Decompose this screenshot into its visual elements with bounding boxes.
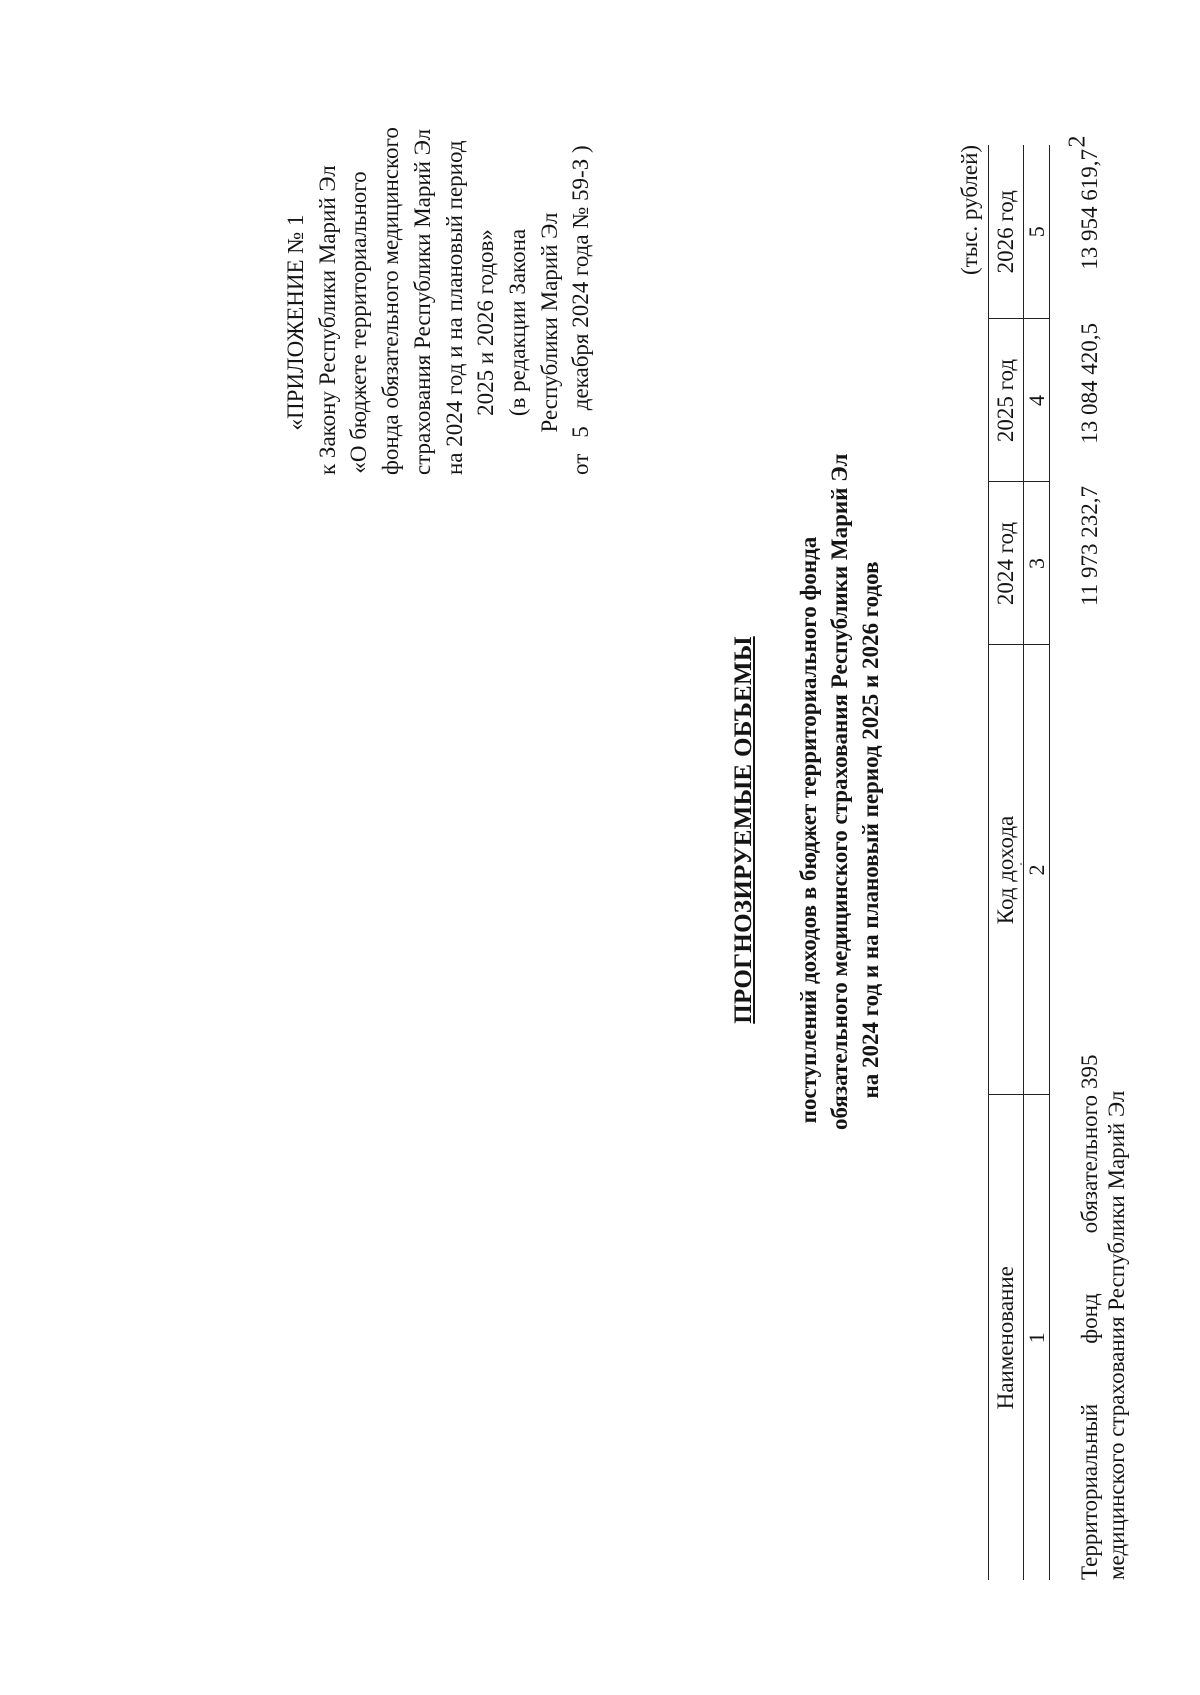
row-name-word: фонд: [1077, 1293, 1102, 1344]
document-subtitle: [793, 453, 886, 1130]
header-code: Код дохода: [989, 645, 1024, 1095]
date-day: 5: [568, 426, 594, 438]
column-number: 2: [1024, 645, 1050, 1095]
row-2024: 11 973 232,7: [1077, 486, 1102, 606]
header-2026: 2026 год: [989, 145, 1024, 319]
appendix-line: страхования Республики Марий Эл: [409, 128, 435, 475]
column-number: 1: [1024, 1095, 1050, 1580]
row-name-line2: медицинского страхования Республики Марий Эл: [1104, 1090, 1129, 1580]
date-rest: декабря 2024 года № 59-З ): [568, 145, 594, 411]
row-name: [1074, 1090, 1130, 1580]
appendix-line: на 2024 год и на плановый период: [441, 140, 467, 475]
row-2026: 13 954 619,7: [1077, 149, 1102, 270]
appendix-line: Республики Марий Эл: [536, 212, 562, 433]
date-prefix: от: [568, 453, 594, 475]
appendix-date-line: [565, 145, 597, 475]
column-number: 3: [1024, 482, 1050, 645]
header-2024: 2024 год: [989, 482, 1024, 645]
appendix-line: «О бюджете территориального: [346, 171, 372, 474]
row-name-word: Территориальный: [1077, 1403, 1102, 1580]
header-2025: 2025 год: [989, 319, 1024, 482]
unit-note: (тыс. рублей): [957, 144, 982, 275]
column-number-row: [1024, 145, 1050, 1580]
appendix-line: (в редакции Закона: [504, 228, 530, 417]
row-2025: 13 084 420,5: [1077, 323, 1102, 444]
column-number: 5: [1024, 145, 1050, 319]
subtitle-line: обязательного медицинского страхования Республики Марий Эл: [827, 453, 852, 1130]
rotated-page-content: [150, 60, 1130, 1600]
appendix-line: фонда обязательного медицинского: [378, 127, 404, 475]
row-code: 395: [1077, 1054, 1102, 1089]
document-title: ПРОГНОЗИРУЕМЫЕ ОБЪЕМЫ: [730, 636, 757, 1024]
header-name: Наименование: [989, 1095, 1024, 1580]
income-table: [988, 145, 1130, 1580]
subtitle-line: на 2024 год и на плановый период 2025 и 2026 годов: [858, 561, 883, 1099]
table-header-row: [989, 145, 1024, 1580]
appendix-line: к Закону Республики Марий Эл: [314, 165, 340, 475]
row-name-word: обязательного: [1077, 1095, 1102, 1234]
appendix-line: 2025 и 2026 годов»: [473, 229, 499, 416]
page-number: 2: [1064, 135, 1091, 148]
appendix-line: «ПРИЛОЖЕНИЕ № 1: [283, 214, 308, 431]
column-number: 4: [1024, 319, 1050, 482]
appendix-heading: [280, 127, 597, 475]
table-row: [1074, 145, 1130, 1580]
subtitle-line: поступлений доходов в бюджет территориального фонда: [796, 536, 821, 1124]
